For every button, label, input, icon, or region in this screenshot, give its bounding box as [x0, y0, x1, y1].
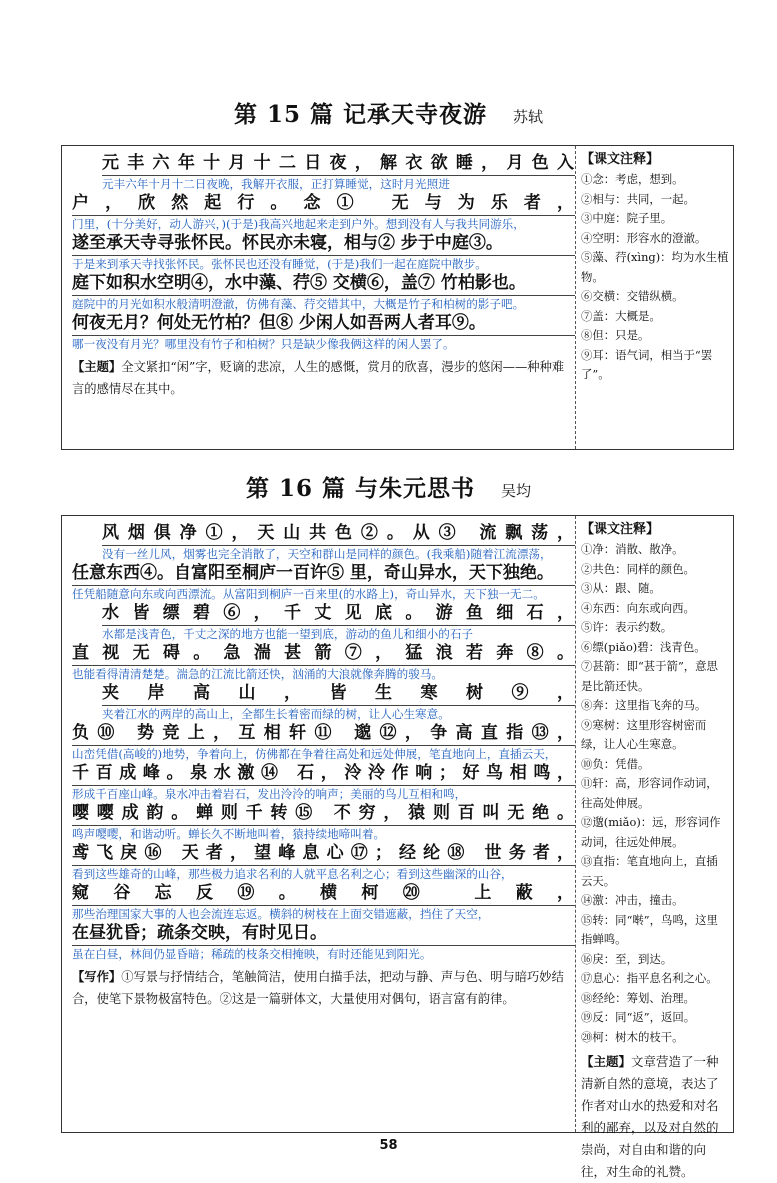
note-item: ⑧但：只是。: [581, 328, 650, 342]
section-15-box: [61, 145, 734, 450]
translation-text: 于是来到承天寺找张怀民。张怀民也还没有睡觉，(于是)我们一起在庭院中散步。: [72, 257, 487, 271]
translation-text: 形成千百座山峰。泉水冲击着岩石，发出泠泠的响声；美丽的鸟儿互相和鸣，: [72, 787, 467, 801]
original-text: 负⑩ 势竞上，互相轩⑪ 邈⑫，争高直指⑬，: [72, 722, 575, 746]
note-item: ③中庭：院子里。: [581, 211, 673, 225]
section-16-text: [62, 516, 583, 1010]
translation-text: 虽在白昼，林间仍显昏暗；稀疏的枝条交相掩映，有时还能见到阳光。: [72, 947, 432, 961]
column-divider: [575, 516, 576, 1132]
translation-text: 门里，(十分美好，动人游兴，)(于是)我高兴地起来走到户外。想到没有人与我共同游乐，: [72, 217, 525, 231]
text-line: [72, 642, 575, 682]
original-text: 嘤嘤成韵。蝉则千转⑮ 不穷，猿则百叫无绝。: [72, 802, 575, 826]
writing-text: ①写景与抒情结合，笔触简洁，使用白描手法，把动与静、声与色、明与暗巧妙结合，使笔下景物极富特色。②这是一篇骈体文，大量使用对偶句，语言富有韵律。: [72, 970, 564, 1006]
translation-text: 水都是浅青色，千丈之深的地方也能一望到底，游动的鱼儿和细小的石子: [102, 627, 474, 641]
section-15-author: 苏轼: [513, 108, 544, 126]
note-item: ②共色：同样的颜色。: [581, 561, 695, 576]
original-text: 元丰六年十月十二日夜，解衣欲睡，月色入: [102, 152, 575, 176]
writing-paragraph: [72, 962, 575, 1010]
theme-label: 【主题】: [581, 1054, 632, 1069]
note-item: ⑮转：同“啭”，鸟鸣，这里指蝉鸣。: [581, 912, 718, 946]
original-text: 鸢飞戾⑯ 天者，望峰息心⑰；经纶⑱ 世务者，: [72, 842, 575, 866]
note-item: ⑥交横：交错纵横。: [581, 289, 684, 303]
translation-text: 元丰六年十月十二日夜晚，我解开衣服，正打算睡觉，这时月光照进: [102, 177, 450, 191]
section-16-author: 吴均: [501, 482, 532, 500]
text-line: [72, 802, 575, 842]
theme-label: 【主题】: [72, 359, 122, 374]
note-item: ⑥缥(piǎo)碧：浅青色。: [581, 639, 706, 654]
section-15-title: [0, 96, 777, 129]
section-16-notes: [581, 516, 729, 1183]
original-text: 风烟俱净①，天山共色②。从③ 流飘荡，: [102, 522, 575, 546]
text-line: [102, 682, 575, 722]
original-text: 何夜无月？何处无竹柏？但⑧ 少闲人如吾两人者耳⑨。: [72, 312, 575, 336]
text-line: [72, 272, 575, 312]
note-item: ③从：跟、随。: [581, 581, 661, 595]
theme-note: [581, 1051, 729, 1183]
note-item: ⑤许：表示约数。: [581, 620, 673, 634]
text-line: [72, 562, 575, 602]
translation-text: 那些治理国家大事的人也会流连忘返。横斜的树枝在上面交错遮蔽，挡住了天空，: [72, 907, 490, 921]
text-line: [102, 152, 575, 192]
original-text: 水皆缥碧⑥，千丈见底。游鱼细石，: [102, 602, 575, 626]
note-item: ⑬直指：笔直地向上，直插云天。: [581, 854, 718, 888]
note-item: ④空明：形容水的澄澈。: [581, 230, 707, 245]
original-text: 窥谷忘反⑲。横柯⑳ 上蔽，: [72, 882, 575, 906]
note-item: ①净：消散、散净。: [581, 542, 684, 556]
translation-text: 看到这些雄奇的山峰，那些极力追求名利的人就平息名利之心；看到这些幽深的山谷，: [72, 867, 513, 881]
original-text: 在昼犹昏；疏条交映，有时见日。: [72, 922, 575, 946]
note-item: ⑨寒树：这里形容树密而绿，让人心生寒意。: [581, 717, 707, 751]
note-item: ⑪轩：高，形容词作动词，往高处伸展。: [581, 776, 718, 810]
writing-label: 【写作】: [72, 969, 122, 984]
note-item: ⑦盖：大概是。: [581, 308, 661, 323]
theme-text: 全文紧扣“闲”字，贬谪的悲凉，人生的感慨，赏月的欣喜，漫步的悠闲——种种难言的感情尽在其中。: [72, 360, 565, 396]
note-item: ⑳柯：树木的枝干。: [581, 1029, 684, 1044]
note-item: ⑰息心：指平息名利之心。: [581, 971, 718, 985]
original-text: 夹岸高山，皆生寒树⑨，: [102, 682, 575, 706]
text-line: [72, 232, 575, 272]
section-15-heading: 第 15 篇 记承天寺夜游: [233, 101, 487, 128]
note-item: ①念：考虑，想到。: [581, 172, 684, 186]
notes-header: 【课文注释】: [581, 522, 660, 537]
column-divider: [575, 146, 576, 449]
original-text: 户，欣然起行。念① 无与为乐者，: [72, 192, 575, 216]
text-line: [72, 762, 575, 802]
text-line: [72, 722, 575, 762]
note-item: ⑱经纶：筹划、治理。: [581, 990, 695, 1005]
note-item: ⑤藻、荇(xìng)：均为水生植物。: [581, 250, 729, 284]
original-text: 任意东西④。自富阳至桐庐一百许⑤ 里，奇山异水，天下独绝。: [72, 562, 575, 586]
text-line: [72, 192, 575, 232]
note-item: ⑨耳：语气词，相当于“罢了”。: [581, 347, 713, 381]
note-item: ⑦甚箭：即“甚于箭”，意思是比箭还快。: [581, 659, 718, 693]
section-15-notes: [581, 146, 729, 385]
translation-text: 鸣声嘤嘤，和谐动听。蝉长久不断地叫着，猿持续地啼叫着。: [72, 827, 386, 841]
note-item: ⑭激：冲击，撞击。: [581, 893, 684, 907]
theme-text: 文章营造了一种清新自然的意境，表达了作者对山水的热爱和对名利的鄙弃，以及对自然的崇尚，对自由和谐的向往，对生命的礼赞。: [581, 1054, 719, 1179]
translation-text: 没有一丝儿风，烟雾也完全消散了，天空和群山是同样的颜色。(我乘船)随着江流漂荡，: [102, 547, 552, 561]
section-15-text: [62, 146, 583, 400]
original-text: 千百成峰。泉水激⑭ 石，泠泠作响；好鸟相鸣，: [72, 762, 575, 786]
note-item: ⑫邈(miǎo)：远，形容词作动词，往远处伸展。: [581, 815, 721, 849]
translation-text: 也能看得清清楚楚。湍急的江流比箭还快，汹涌的大浪就像奔腾的骏马。: [72, 667, 444, 681]
section-16-title: [0, 470, 777, 503]
translation-text: 夹着江水的两岸的高山上，全都生长着密而绿的树，让人心生寒意。: [102, 707, 450, 721]
text-line: [72, 882, 575, 922]
text-line: [102, 522, 575, 562]
translation-text: 山峦凭借(高峻的)地势，争着向上，仿佛都在争着往高处和远处伸展，笔直地向上，直插云天，: [72, 747, 557, 761]
notes-header: 【课文注释】: [581, 152, 660, 167]
note-item: ②相与：共同，一起。: [581, 191, 695, 206]
theme-paragraph: [72, 352, 575, 400]
note-item: ⑩负：凭借。: [581, 756, 650, 771]
original-text: 遂至承天寺寻张怀民。怀民亦未寝，相与② 步于中庭③。: [72, 232, 575, 256]
original-text: 直视无碍。急湍甚箭⑦，猛浪若奔⑧。: [72, 642, 575, 666]
translation-text: 庭院中的月光如积水般清明澄澈，仿佛有藻、荇交错其中，大概是竹子和柏树的影子吧。: [72, 297, 525, 311]
note-item: ④东西：向东或向西。: [581, 600, 695, 615]
note-item: ⑧奔：这里指飞奔的马。: [581, 698, 707, 712]
page-number: 58: [379, 1138, 398, 1153]
section-16-heading: 第 16 篇 与朱元思书: [245, 475, 475, 502]
text-line: [72, 842, 575, 882]
note-item: ⑲反：同“返”，返回。: [581, 1010, 696, 1024]
text-line: [72, 922, 575, 962]
translation-text: 哪一夜没有月光？哪里没有竹子和柏树？只是缺少像我俩这样的闲人罢了。: [72, 337, 455, 351]
note-item: ⑯戾：至，到达。: [581, 951, 673, 966]
translation-text: 任凭船随意向东或向西漂流。从富阳到桐庐一百来里(的水路上)，奇山异水，天下独一无二。: [72, 587, 545, 601]
text-line: [72, 312, 575, 352]
text-line: [102, 602, 575, 642]
original-text: 庭下如积水空明④，水中藻、荇⑤ 交横⑥，盖⑦ 竹柏影也。: [72, 272, 575, 296]
